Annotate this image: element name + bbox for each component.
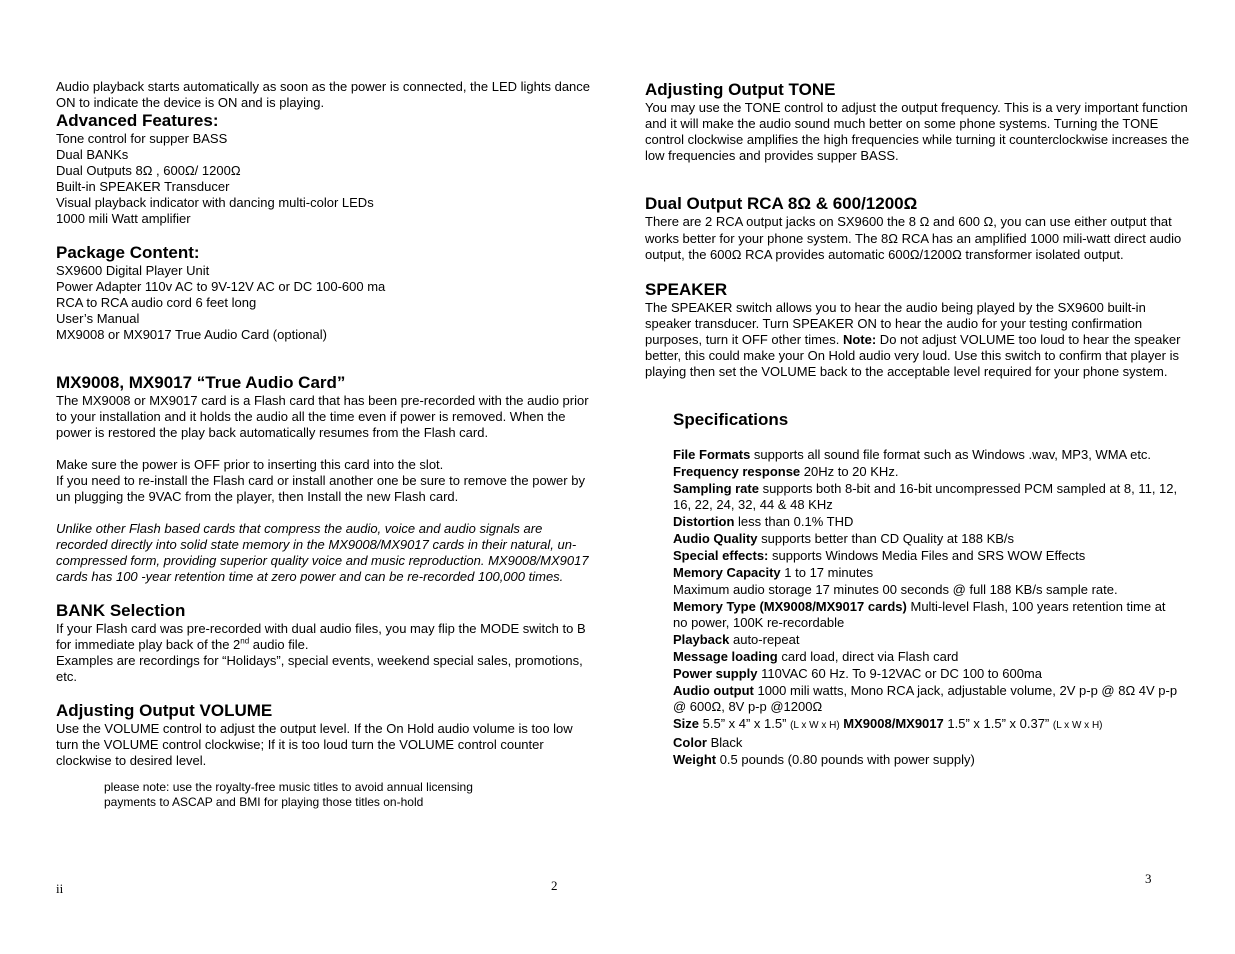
- intro-text: Audio playback starts automatically as soon as the power is connected, the LED lights dance ON to indicate the device is ON and is playing.: [56, 79, 591, 110]
- royalty-free-note: please note: use the royalty-free music titles to avoid annual licensing payments to ASCAP and BMI for playing those titles on-hold: [104, 780, 473, 809]
- speaker-paragraph: The SPEAKER switch allows you to hear the audio being played by the SX9600 built-in speaker transducer. Turn SPEAKER ON to hear the audio for your testing confirmation purposes, turn it OFF other times. Note: Do not adjust VOLUME too loud to hear the speaker better, this could make your On Hold audio very loud. Use this switch to confirm that player is playing then set the VOLUME back to the acceptable level required for your phone system.: [645, 299, 1181, 379]
- bank-selection-heading: BANK Selection: [56, 601, 186, 620]
- true-audio-card-paragraph: The MX9008 or MX9017 card is a Flash card that has been pre-recorded with the audio prior to your installation and it holds the audio all the time even if power is removed. When the power is restored the play back automatically resumes from the Flash card.: [56, 393, 589, 440]
- list-item: Built-in SPEAKER Transducer: [56, 179, 230, 194]
- spec-weight: Weight 0.5 pounds (0.80 pounds with power supply): [673, 751, 975, 767]
- spec-distortion: Distortion less than 0.1% THD: [673, 513, 854, 529]
- spec-size: Size 5.5” x 4” x 1.5” (L x W x H) MX9008/MX9017 1.5” x 1.5” x 0.37” (L x W x H): [673, 715, 1103, 731]
- advanced-features-list: [56, 131, 596, 227]
- reinstall-paragraph: If you need to re-install the Flash card or install another one be sure to remove the power by un plugging the 9VAC from the player, then Install the new Flash card.: [56, 473, 585, 504]
- list-item: User’s Manual: [56, 311, 140, 326]
- bank-examples-paragraph: Examples are recordings for “Holidays”, special events, weekend special sales, promotions, etc.: [56, 653, 583, 684]
- spec-sampling-rate: Sampling rate supports both 8-bit and 16-bit uncompressed PCM sampled at 8, 11, 12, 16, 22, 24, 32, 44 & 48 KHz: [673, 480, 1178, 512]
- spec-memory-type: Memory Type (MX9008/MX9017 cards) Multi-level Flash, 100 years retention time at no power, 100K re-recordable: [673, 598, 1166, 630]
- advanced-features-heading: Advanced Features:: [56, 111, 219, 130]
- spec-playback: Playback auto-repeat: [673, 631, 800, 647]
- bank-selection-paragraph: If your Flash card was pre-recorded with dual audio files, you may flip the MODE switch to B for immediate play back of the 2nd audio file.: [56, 621, 586, 652]
- list-item: Tone control for supper BASS: [56, 131, 228, 146]
- package-content-list: [56, 263, 596, 343]
- true-audio-card-heading: MX9008, MX9017 “True Audio Card”: [56, 373, 346, 392]
- spec-message-loading: Message loading card load, direct via Flash card: [673, 648, 959, 664]
- spec-audio-quality: Audio Quality supports better than CD Quality at 188 KB/s: [673, 530, 1015, 546]
- spec-file-formats: File Formats supports all sound file format such as Windows .wav, MP3, WMA etc.: [673, 446, 1152, 462]
- spec-memory-capacity: Memory Capacity 1 to 17 minutes: [673, 564, 874, 580]
- list-item: 1000 mili Watt amplifier: [56, 211, 191, 226]
- package-content-heading: Package Content:: [56, 243, 200, 262]
- list-item: SX9600 Digital Player Unit: [56, 263, 210, 278]
- dual-output-rca-heading: Dual Output RCA 8Ω & 600/1200Ω: [645, 194, 918, 213]
- dual-output-rca-paragraph: There are 2 RCA output jacks on SX9600 the 8 Ω and 600 Ω, you can use either output that works better for your phone system. The 8Ω RCA has an amplified 1000 mili-watt direct audio output, the 600Ω RCA provides automatic 600Ω/1200Ω transformer isolated output.: [645, 214, 1182, 262]
- page-number-left: 2: [551, 878, 558, 893]
- page-number-right: 3: [1145, 871, 1152, 886]
- right-page: [645, 80, 1190, 769]
- power-off-paragraph: Make sure the power is OFF prior to inserting this card into the slot.: [56, 457, 444, 472]
- spec-color: Color Black: [673, 734, 743, 750]
- adjusting-volume-paragraph: Use the VOLUME control to adjust the output level. If the On Hold audio volume is too low turn the VOLUME control clockwise; If it is too loud turn the VOLUME control counter clockwise to desired level.: [56, 721, 573, 768]
- adjusting-volume-heading: Adjusting Output VOLUME: [56, 701, 273, 720]
- list-item: Dual BANKs: [56, 147, 129, 162]
- spec-frequency-response: Frequency response 20Hz to 20 KHz.: [673, 463, 899, 479]
- left-page: [56, 79, 596, 810]
- page-roman-numeral: ii: [56, 881, 64, 896]
- spec-special-effects: Special effects: supports Windows Media Files and SRS WOW Effects: [673, 547, 1086, 563]
- spec-power-supply: Power supply 110VAC 60 Hz. To 9-12VAC or DC 100 to 600ma: [673, 665, 1042, 681]
- list-item: RCA to RCA audio cord 6 feet long: [56, 295, 257, 310]
- adjusting-tone-heading: Adjusting Output TONE: [645, 80, 836, 99]
- spec-max-storage: Maximum audio storage 17 minutes 00 seconds @ full 188 KB/s sample rate.: [673, 581, 1118, 597]
- specifications-heading: Specifications: [673, 409, 789, 429]
- list-item: MX9008 or MX9017 True Audio Card (optional): [56, 327, 327, 342]
- specifications-section: [673, 410, 1183, 768]
- list-item: Visual playback indicator with dancing multi-color LEDs: [56, 195, 374, 210]
- spec-audio-output: Audio output 1000 mili watts, Mono RCA jack, adjustable volume, 2V p-p @ 8Ω 4V p-p @ 600Ω, 8V p-p @1200Ω: [673, 682, 1178, 714]
- adjusting-tone-paragraph: You may use the TONE control to adjust the output frequency. This is a very important function and it will make the audio sound much better on some phone systems. Turning the TONE control clockwise amplifies the high frequencies while turning it counterclockwise increases the low frequencies and provides supper BASS.: [645, 100, 1190, 163]
- list-item: Dual Outputs 8Ω , 600Ω/ 1200Ω: [56, 163, 241, 178]
- speaker-heading: SPEAKER: [645, 279, 728, 299]
- flash-note-paragraph: Unlike other Flash based cards that compress the audio, voice and audio signals are recorded directly into solid state memory in the MX9008/MX9017 cards in their natural, un-compressed form, providing superior quality voice and music reproduction. MX9008/MX9017 cards has 100 -year retention time at zero power and can be re-recorded 100,000 times.: [56, 521, 589, 584]
- list-item: Power Adapter 110v AC to 9V-12V AC or DC 100-600 ma: [56, 279, 386, 294]
